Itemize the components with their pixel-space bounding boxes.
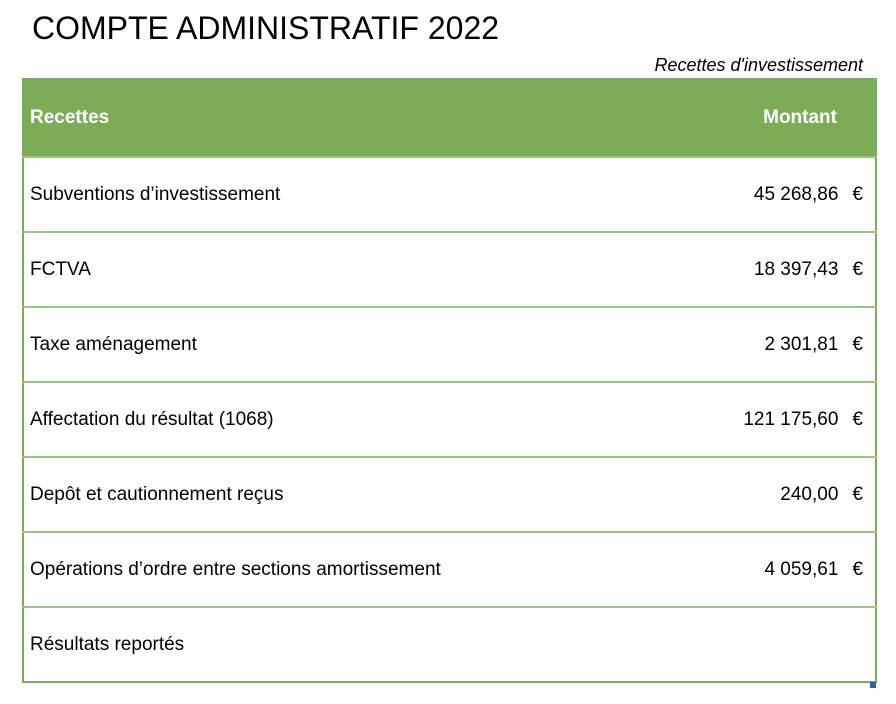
page-title: COMPTE ADMINISTRATIF 2022 <box>32 10 500 46</box>
row-amount: 2 301,81 <box>764 333 839 355</box>
row-amount-cell <box>670 232 876 307</box>
row-amount: 240,00 <box>780 483 839 505</box>
table-row <box>23 157 876 232</box>
table-header-row <box>23 79 876 157</box>
recettes-table <box>22 78 877 683</box>
table-row <box>23 382 876 457</box>
currency-symbol: € <box>852 333 863 355</box>
section-subtitle: Recettes d'investissement <box>654 55 863 75</box>
table-row <box>23 532 876 607</box>
row-amount: 18 397,43 <box>753 258 839 280</box>
row-amount-cell <box>670 382 876 457</box>
row-amount-cell <box>670 607 876 682</box>
row-label: Résultats reportés <box>30 633 185 655</box>
currency-symbol: € <box>852 408 863 430</box>
row-amount-cell <box>670 307 876 382</box>
row-label: Subventions d’investissement <box>30 183 281 205</box>
table-row <box>23 307 876 382</box>
row-label: Affectation du résultat (1068) <box>30 408 274 430</box>
currency-symbol: € <box>852 183 863 205</box>
currency-symbol: € <box>852 483 863 505</box>
currency-symbol: € <box>852 258 863 280</box>
row-label: Opérations d’ordre entre sections amortissement <box>30 558 441 580</box>
resize-handle-icon[interactable] <box>870 682 876 688</box>
column-header-recettes: Recettes <box>30 107 110 128</box>
row-label: Depôt et cautionnement reçus <box>30 483 284 505</box>
table-row <box>23 607 876 682</box>
column-header-montant: Montant <box>763 107 837 128</box>
row-amount-cell <box>670 157 876 232</box>
currency-symbol: € <box>852 558 863 580</box>
row-label: Taxe aménagement <box>30 333 197 355</box>
row-amount: 4 059,61 <box>764 558 839 580</box>
row-amount: 45 268,86 <box>753 183 839 205</box>
table-row <box>23 232 876 307</box>
row-amount-cell <box>670 457 876 532</box>
row-amount: 121 175,60 <box>743 408 839 430</box>
row-label: FCTVA <box>30 258 91 280</box>
row-amount-cell <box>670 532 876 607</box>
table-row <box>23 457 876 532</box>
